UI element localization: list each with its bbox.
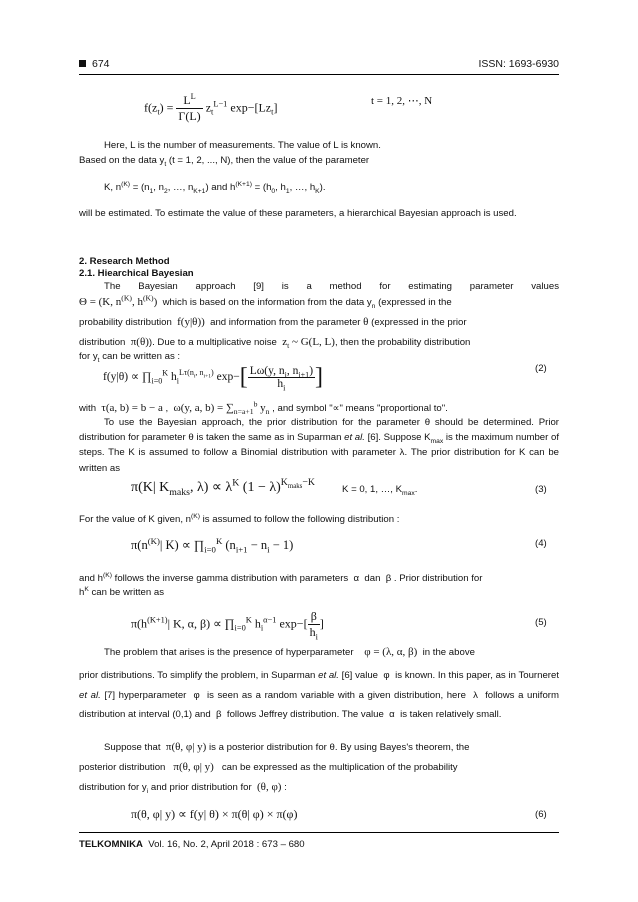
section-subtitle: 2.1. Hiearchical Bayesian: [79, 268, 194, 279]
page-number-header: [79, 58, 110, 71]
para4: To use the Bayesian approach, the prior distribution for the parameter θ should be determined. Prior distribution for parameter θ is taken the same as in Suparman et al. [6]. Suppose $K_{max}$ is the maximum number of steps. The K is assumed to follow a Binomial distribution with parameter λ. The prior distribution for K can be written as: [79, 417, 559, 474]
equation-6: π(θ, φ| y) ∝ f(y| θ) × π(θ| φ) × π(φ): [131, 807, 298, 821]
footer-rule: [79, 832, 559, 833]
section-title: 2. Research Method: [79, 256, 170, 267]
equation-1: $f(z_t)$ = $\frac{L^L}{\Gamma(L)}$ $z_t^{L-1}$ $\exp-[Lz_t]$: [144, 92, 278, 123]
equation-2: $f(y|\theta) \propto \prod_{i=0}^K$ $h_i^{L\tau(n_i, n_{i+1})}$ exp−[ $\frac{L\omega(y, n_i, n_{i+1})}{h_i}$ ]: [103, 364, 324, 393]
para8-line1: Suppose that π(θ, φ| y) is a posterior distribution for θ. By using Bayes's theorem, the: [104, 741, 470, 753]
square-bullet-icon: [79, 60, 86, 67]
para3-line4: distribution π(θ)). Due to a multiplicative noise $z_t$ ~ G(L, L), then the probability distribution: [79, 336, 471, 351]
equation-5: $\pi(h^{(K+1)}|$ K, α, $\beta) \propto \prod_{i=0}^K$ $h_i^{\alpha-1}$ exp−[ $\frac{\beta}{h_i}$ ]: [131, 609, 324, 642]
para7-body: prior distributions. To simplify the problem, in Suparman et al. [6] value φ is known. In this paper, as in Tourneret et al. [7] hyperparameter φ is seen as a random variable with a given distribution, here λ follows a uniform distribution at interval (0,1) and β follows Jeffrey distribution. The value α is taken relatively small.: [79, 670, 559, 721]
para5: For the value of K given, $n^{(K)}$ is assumed to follow the following distribution :: [79, 512, 400, 525]
para1-line2: Based on the data $y_t$ (t = 1, 2, ..., N), then the value of the parameter: [79, 155, 370, 168]
equation-3-range: K = 0, 1, …, $K_{max}$.: [342, 484, 418, 497]
para3-line5: for $y_t$ can be written as :: [79, 351, 181, 364]
equation-6-number: (6): [535, 809, 547, 820]
equation-2-number: (2): [535, 363, 547, 374]
para8-line3: distribution for $y_i$ and prior distribution for (θ, φ) :: [79, 781, 287, 795]
header-rule: [79, 74, 559, 75]
equation-5-number: (5): [535, 617, 547, 628]
equation-1-range: t = 1, 2, ⋯, N: [371, 95, 433, 107]
para7-line1: The problem that arises is the presence of hyperparameter φ = (λ, α, β) in the above: [104, 646, 475, 658]
params-line: K, $n^{(K)} = (n_1$, $n_2$, …, $n_{K+1}$) and $h^{(K+1)} = (h_0$, $h_1$, …, $h_K$).: [104, 180, 326, 195]
para8-line2: posterior distribution π(θ, φ| y) can be expressed as the multiplication of the probability: [79, 761, 458, 773]
para3-line1: The Bayesian approach [9] is a method for estimating parameter values: [104, 281, 559, 292]
with-line: with τ(a, b) = b − a , ω(y, a, $b) = \sum_{n=a+1}^b$ $y_n$ , and symbol "∝" means "proportional to".: [79, 399, 448, 417]
para3-line3: probability distribution f(y|θ)) and information from the parameter θ (expressed in the prior: [79, 316, 467, 328]
para2: will be estimated. To estimate the value of these parameters, a hierarchical Bayesian approach is used.: [79, 208, 517, 219]
equation-3-number: (3): [535, 484, 547, 495]
issn: ISSN: 1693-6930: [478, 58, 559, 70]
equation-4-number: (4): [535, 538, 547, 549]
para1-line1: Here, L is the number of measurements. The value of L is known.: [104, 140, 381, 151]
equation-4: $\pi(n^{(K)}|$ $K) \propto \prod_{i=0}^K$ $(n_{i+1} - n_i - 1)$: [131, 535, 294, 555]
para6-line1: and $h^{(K)}$ follows the inverse gamma distribution with parameters α dan β . Prior distribution for: [79, 571, 483, 584]
footer: [79, 838, 305, 851]
equation-3: π(K| $K_{maks}$, $\lambda) \propto \lambda^K$ $(1 - \lambda)^{K_{maks}-K}$: [131, 477, 315, 498]
para3-line2: Θ = (K, $n^{(K)}$, $h^{(K)}$) which is based on the information from the data $y_n$ (expressed in the: [79, 293, 452, 310]
para6-line2: $h^K$ can be written as: [79, 585, 165, 598]
footer-journal: TELKOMNIKA: [79, 839, 143, 850]
page-number: 674: [92, 58, 110, 70]
footer-info: Vol. 16, No. 2, April 2018 : 673 – 680: [148, 839, 305, 850]
